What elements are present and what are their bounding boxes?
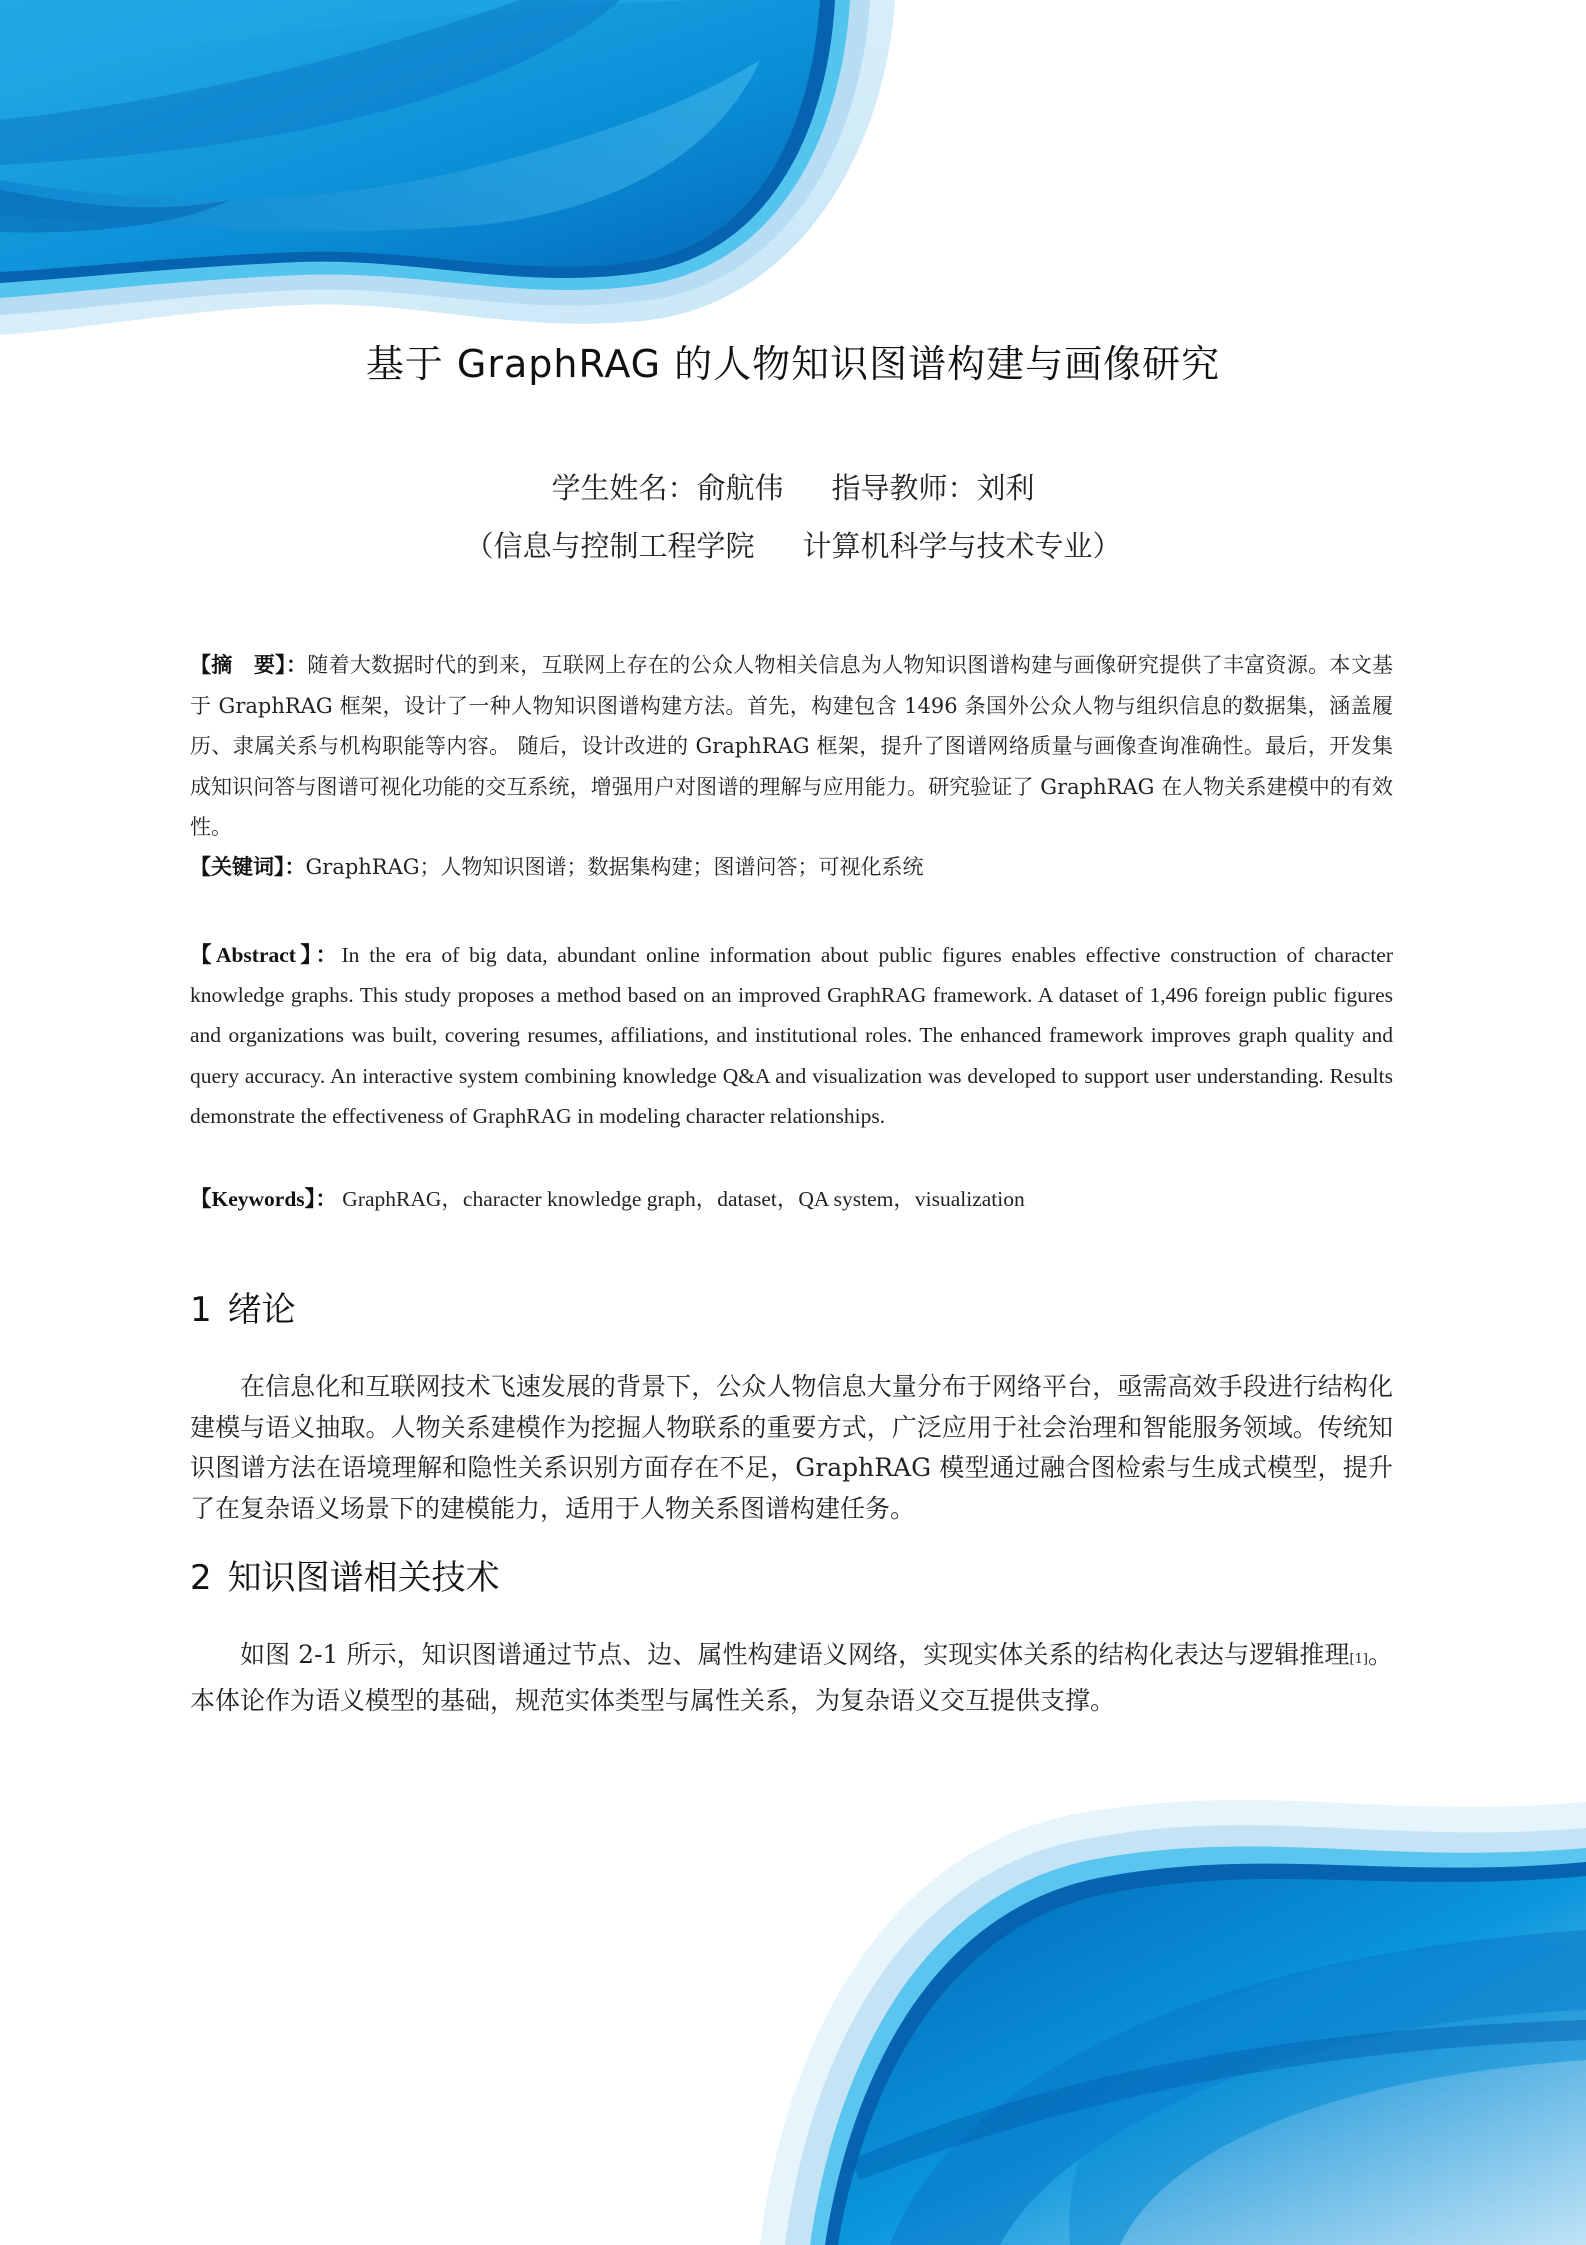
chinese-abstract: [190, 645, 1393, 848]
section-title: 绪论: [227, 1290, 296, 1330]
english-keywords-label: 【Keywords】：: [190, 1187, 337, 1211]
section-body-kg-tech: [190, 1635, 1393, 1721]
department-line: [0, 524, 1586, 565]
chinese-keywords-text: GraphRAG；人物知识图谱；数据集构建；图谱问答；可视化系统: [305, 855, 924, 879]
body-text: 。本体论作为语义模型的基础，规范实体类型与属性关系，为复杂语义交互提供支撑。: [190, 1640, 1393, 1715]
section-heading-kg-tech: [190, 1550, 500, 1599]
major-name: 计算机科学与技术专业）: [802, 529, 1122, 563]
section-title: 知识图谱相关技术: [227, 1558, 500, 1598]
section-number: 2: [190, 1558, 212, 1598]
student-name: 学生姓名：俞航伟: [551, 471, 784, 505]
english-keywords-text: GraphRAG，character knowledge graph，dataset，QA system，visualization: [336, 1187, 1025, 1211]
citation-link[interactable]: [1]: [1349, 1652, 1368, 1667]
decorative-wave-bottom: [740, 1780, 1586, 2245]
chinese-abstract-label: 【摘 要】：: [190, 652, 308, 677]
section-body-introduction: 在信息化和互联网技术飞速发展的背景下，公众人物信息大量分布于网络平台，亟需高效手段进行结构化建模与语义抽取。人物关系建模作为挖掘人物联系的重要方式，广泛应用于社会治理和智能服务领域。传统知识图谱方法在语境理解和隐性关系识别方面存在不足，GraphRAG 模型通过融合图检索与生成式模型，提升了在复杂语义场景下的建模能力，适用于人物关系图谱构建任务。: [190, 1372, 1393, 1523]
page-title: 基于 GraphRAG 的人物知识图谱构建与画像研究: [365, 342, 1221, 386]
chinese-keywords: [190, 850, 1393, 884]
decorative-wave-top: [0, 0, 900, 340]
advisor-name: 指导教师：刘利: [831, 471, 1035, 505]
english-abstract-label: 【Abstract】：: [190, 943, 342, 967]
college-name: （信息与控制工程学院: [464, 529, 755, 563]
english-keywords: [190, 1182, 1393, 1216]
body-text: 如图 2-1 所示，知识图谱通过节点、边、属性构建语义网络，实现实体关系的结构化表达与逻辑推理: [240, 1640, 1350, 1669]
author-line: [0, 466, 1586, 507]
chinese-keywords-label: 【关键词】：: [190, 854, 306, 879]
english-abstract-text: In the era of big data, abundant online information about public figures enables effective construction of character knowledge graphs. This study proposes a method based on an improved GraphRAG framework. A dataset of 1,496 foreign public figures and organizations was built, covering resumes, affiliations, and institutional roles. The enhanced framework improves graph quality and query accuracy. An interactive system combining knowledge Q&A and visualization was developed to support user understanding. Results demonstrate the effectiveness of GraphRAG in modeling character relationships.: [190, 943, 1393, 1128]
section-heading-introduction: [190, 1282, 296, 1331]
section-number: 1: [190, 1290, 212, 1330]
chinese-abstract-text: 随着大数据时代的到来，互联网上存在的公众人物相关信息为人物知识图谱构建与画像研究提供了丰富资源。本文基于 GraphRAG 框架，设计了一种人物知识图谱构建方法。首先，构建包含 1496 条国外公众人物与组织信息的数据集，涵盖履历、隶属关系与机构职能等内容。 随后，设计改进的 GraphRAG 框架，提升了图谱网络质量与画像查询准确性。最后，开发集成知识问答与图谱可视化功能的交互系统，增强用户对图谱的理解与应用能力。研究验证了 GraphRAG 在人物关系建模中的有效性。: [190, 653, 1394, 839]
english-abstract: [190, 935, 1393, 1136]
